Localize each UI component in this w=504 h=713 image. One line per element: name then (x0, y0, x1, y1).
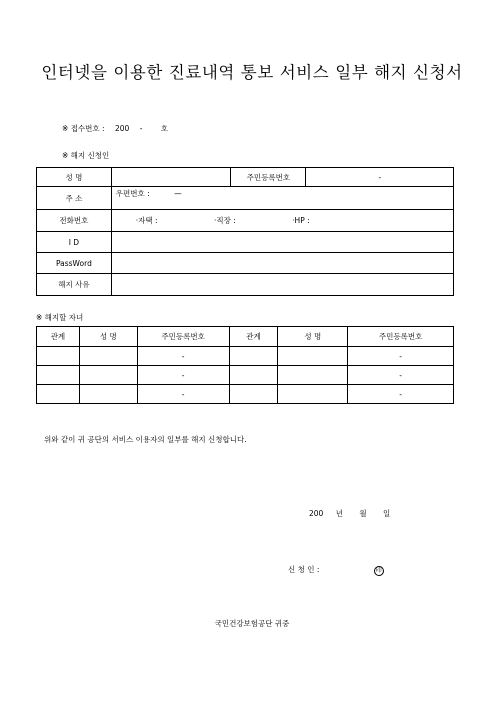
seal-icon: 印 (375, 567, 382, 574)
reason-field[interactable] (111, 274, 453, 296)
reception-label: 접수번호 : (70, 124, 105, 133)
rrn-cell-2[interactable]: - (348, 347, 454, 366)
date-month-unit: 월 (359, 509, 367, 518)
postal-label: 우편번호 : (115, 189, 150, 198)
name-cell-2[interactable] (278, 385, 348, 404)
reference-mark: ※ (62, 124, 69, 133)
name-field[interactable] (111, 168, 231, 187)
relation-cell-2[interactable] (229, 347, 278, 366)
applicant-name-row (37, 168, 454, 187)
relation-cell[interactable] (37, 347, 80, 366)
id-label: I D (37, 232, 112, 253)
reception-number-line (62, 123, 168, 134)
phone-hp-label: ·HP : (292, 216, 310, 225)
applicant-reason-row (37, 274, 454, 296)
rrn-field[interactable]: - (306, 168, 454, 187)
signer-line (288, 564, 384, 576)
rrn-cell[interactable]: - (137, 347, 229, 366)
reception-ho: 호 (160, 124, 169, 133)
header-relation-2: 관계 (229, 327, 278, 347)
applicant-section-heading: ※ 해지 신청인 (62, 151, 110, 160)
date-line (309, 508, 390, 519)
dependents-header-row (37, 327, 454, 347)
relation-cell-2[interactable] (229, 385, 278, 404)
dependents-section-heading: ※ 해지할 자녀 (36, 313, 84, 322)
name-cell-2[interactable] (278, 366, 348, 385)
rrn-cell-2[interactable]: - (348, 385, 454, 404)
header-relation: 관계 (37, 327, 80, 347)
signer-label: 신 청 인 : (288, 565, 320, 574)
password-label: PassWord (37, 253, 112, 274)
phone-home-label: ·자택 : (135, 216, 158, 225)
address-field[interactable] (111, 187, 453, 210)
dependents-table (36, 326, 454, 404)
rrn-cell[interactable]: - (137, 385, 229, 404)
date-year: 200 (309, 509, 324, 518)
header-name-2: 성 명 (278, 327, 348, 347)
relation-cell[interactable] (37, 385, 80, 404)
document-title: 인터넷을 이용한 진료내역 통보 서비스 일부 해지 신청서 (41, 63, 463, 82)
password-field[interactable] (111, 253, 453, 274)
name-label: 성 명 (37, 168, 112, 187)
date-day-unit: 일 (383, 509, 391, 518)
relation-cell[interactable] (37, 366, 80, 385)
table-row (37, 347, 454, 366)
reception-year: 200 (114, 124, 130, 133)
header-rrn-2: 주민등록번호 (348, 327, 454, 347)
phone-label: 전화번호 (37, 210, 112, 232)
applicant-password-row (37, 253, 454, 274)
applicant-id-row (37, 232, 454, 253)
name-cell[interactable] (79, 347, 137, 366)
phone-field[interactable] (111, 210, 453, 232)
table-row (37, 385, 454, 404)
relation-cell-2[interactable] (229, 366, 278, 385)
rrn-cell-2[interactable]: - (348, 366, 454, 385)
rrn-label: 주민등록번호 (231, 168, 306, 187)
reason-label: 해지 사유 (37, 274, 112, 296)
header-rrn: 주민등록번호 (137, 327, 229, 347)
addressee: 국민건강보험공단 귀중 (214, 619, 290, 628)
rrn-cell[interactable]: - (137, 366, 229, 385)
name-cell[interactable] (79, 385, 137, 404)
table-row (37, 366, 454, 385)
statement-text: 위와 같이 귀 공단의 서비스 이용자의 일부를 해지 신청합니다. (44, 435, 247, 444)
name-cell-2[interactable] (278, 347, 348, 366)
address-label: 주 소 (37, 187, 112, 210)
applicant-address-row (37, 187, 454, 210)
reception-dash: - (139, 124, 143, 133)
phone-work-label: ·직장 : (213, 216, 236, 225)
applicant-phone-row (37, 210, 454, 232)
date-year-unit: 년 (335, 509, 343, 518)
applicant-table (36, 167, 454, 296)
postal-dash: — (174, 189, 182, 198)
header-name: 성 명 (79, 327, 137, 347)
id-field[interactable] (111, 232, 453, 253)
name-cell[interactable] (79, 366, 137, 385)
